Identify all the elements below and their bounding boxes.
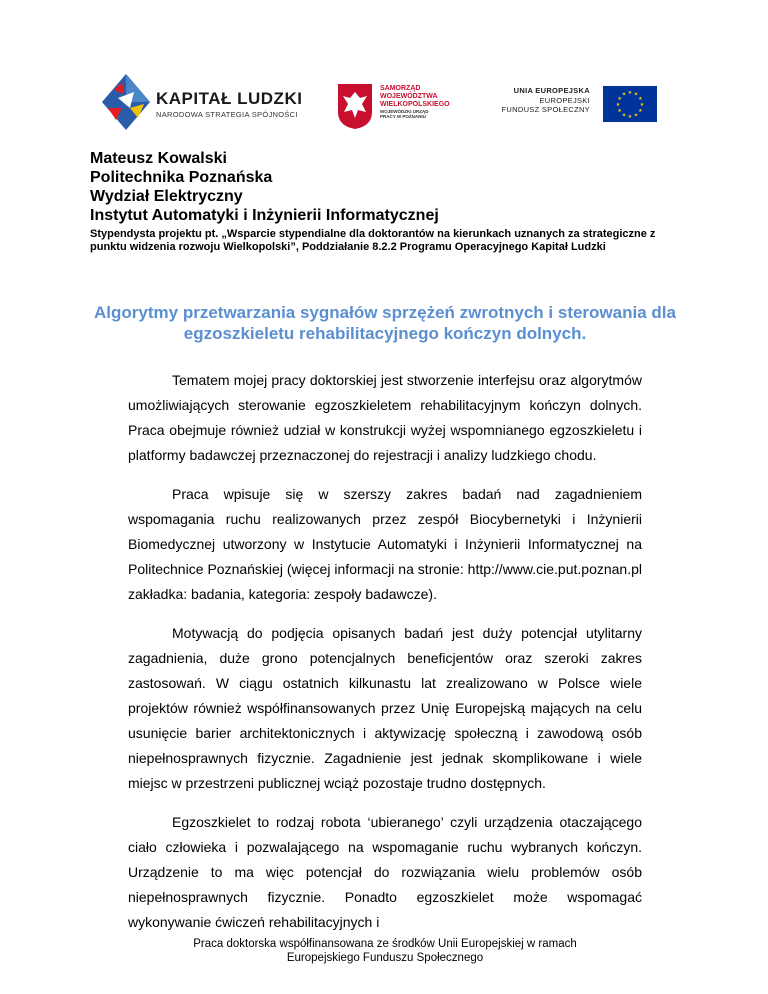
svg-text:★: ★ (621, 91, 627, 98)
author-name: Mateusz Kowalski (90, 150, 227, 167)
svg-text:★: ★ (638, 108, 643, 114)
wielkopolska-logo (336, 82, 476, 132)
svg-text:★: ★ (638, 96, 643, 102)
kapital-ludzki-logo (100, 72, 303, 132)
kapital-ludzki-title: KAPITAŁ LUDZKI (156, 89, 303, 108)
paragraph: Praca wpisuje się w szerszy zakres badań nad zagadnieniem wspomagania ruchu realizowanych przez zespół Biocybernetyki i Inżynierii Biomedycznej utworzony w Instytucie Automatyki i Inżynierii Informatycznej na Politechnice Poznańskiej (więcej informacji na stronie: http://www.cie.put.poznan.pl zakładka: badania, kategoria: zespoły badawcze). (128, 486, 642, 602)
body-text (128, 368, 642, 949)
university: Politechnika Poznańska (90, 169, 273, 186)
paragraph: Motywacją do podjęcia opisanych badań jest duży potencjał utylitarny zagadnienia, duże grono potencjalnych beneficjentów oraz szeroki zakres zastosowań. W ciągu ostatnich kilkunastu lat zrealizowano w Polsce wiele projektów również współfinansowanych przez Unię Europejską mających na celu usunięcie barier architektonicznych i aktywizację społeczną i zawodową osób niepełnosprawnych fizycznie. Zagadnienie jest jednak skomplikowane i wiele miejsc w przestrzeni publicznej wciąż pozostaje trudno dostępnych. (128, 625, 642, 791)
eu-text (502, 86, 590, 115)
paragraph: Egzoszkielet to rodzaj robota ‘ubieranego’ czyli urządzenia otaczającego ciało człowieka i pozwalającego na wspomaganie ruchu wybranych kończyn. Urządzenie to ma więc potencjał do rozwiązania wielu problemów osób niepełnosprawnych fizycznie. Ponadto egzoszkielet może wspomagać wykonywanie ćwiczeń rehabilitacyjnych i (128, 814, 642, 930)
eagle-crest-icon (336, 82, 374, 130)
svg-text:★: ★ (633, 91, 639, 98)
svg-text:★: ★ (639, 102, 645, 108)
eu-logo (485, 86, 657, 126)
thesis-title: Algorytmy przetwarzania sygnałów sprzężeń zwrotnych i sterowania dla egzoszkieletu rehabilitacyjnego kończyn dolnych. (94, 303, 676, 343)
wielkopolska-title: SAMORZĄD WOJEWÓDZTWA WIELKOPOLSKIEGO (380, 85, 450, 108)
eu-line3: FUNDUSZ SPOŁECZNY (501, 105, 590, 114)
institute: Instytut Automatyki i Inżynierii Informatycznej (90, 207, 439, 224)
kapital-ludzki-emblem-icon (100, 72, 152, 132)
footer-line-1: Praca doktorska współfinansowana ze środków Unii Europejskiej w ramach (193, 938, 577, 950)
eu-title: UNIA EUROPEJSKA (513, 86, 590, 95)
faculty: Wydział Elektryczny (90, 188, 243, 205)
eu-flag-icon (603, 86, 657, 122)
author-block (90, 149, 690, 254)
svg-text:★: ★ (617, 96, 622, 102)
svg-text:★: ★ (617, 108, 622, 114)
svg-text:★: ★ (627, 90, 633, 96)
footer-line-2: Europejskiego Funduszu Społecznego (286, 952, 484, 964)
scholarship-note: Stypendysta projektu pt. „Wsparcie stypendialne dla doktorantów na kierunkach uznanych za strategiczne z punktu widzenia rozwoju Wielkopolski”, Poddziałanie 8.2.2 Programu Operacyjnego Kapitał Ludzki (90, 228, 656, 253)
kapital-ludzki-subtitle: NARODOWA STRATEGIA SPÓJNOŚCI (156, 110, 298, 119)
paragraph: Tematem mojej pracy doktorskiej jest stworzenie interfejsu oraz algorytmów umożliwiających sterowanie egzoszkieletem rehabilitacyjnym kończyn dolnych. Praca obejmuje również udział w konstrukcji wyżej wspomnianego egzoszkieletu i platformy badawczej przeznaczonej do rejestracji i analizy ludzkiego chodu. (128, 372, 642, 463)
svg-text:★: ★ (633, 112, 639, 119)
header-logos (0, 0, 768, 150)
eu-line2: EUROPEJSKI (539, 95, 590, 105)
footer (120, 937, 650, 965)
svg-text:★: ★ (627, 114, 633, 120)
wup-title: WOJEWÓDZKI URZĄD PRACY W POZNANIU (380, 109, 429, 119)
svg-text:★: ★ (615, 102, 621, 108)
svg-text:★: ★ (621, 112, 627, 119)
